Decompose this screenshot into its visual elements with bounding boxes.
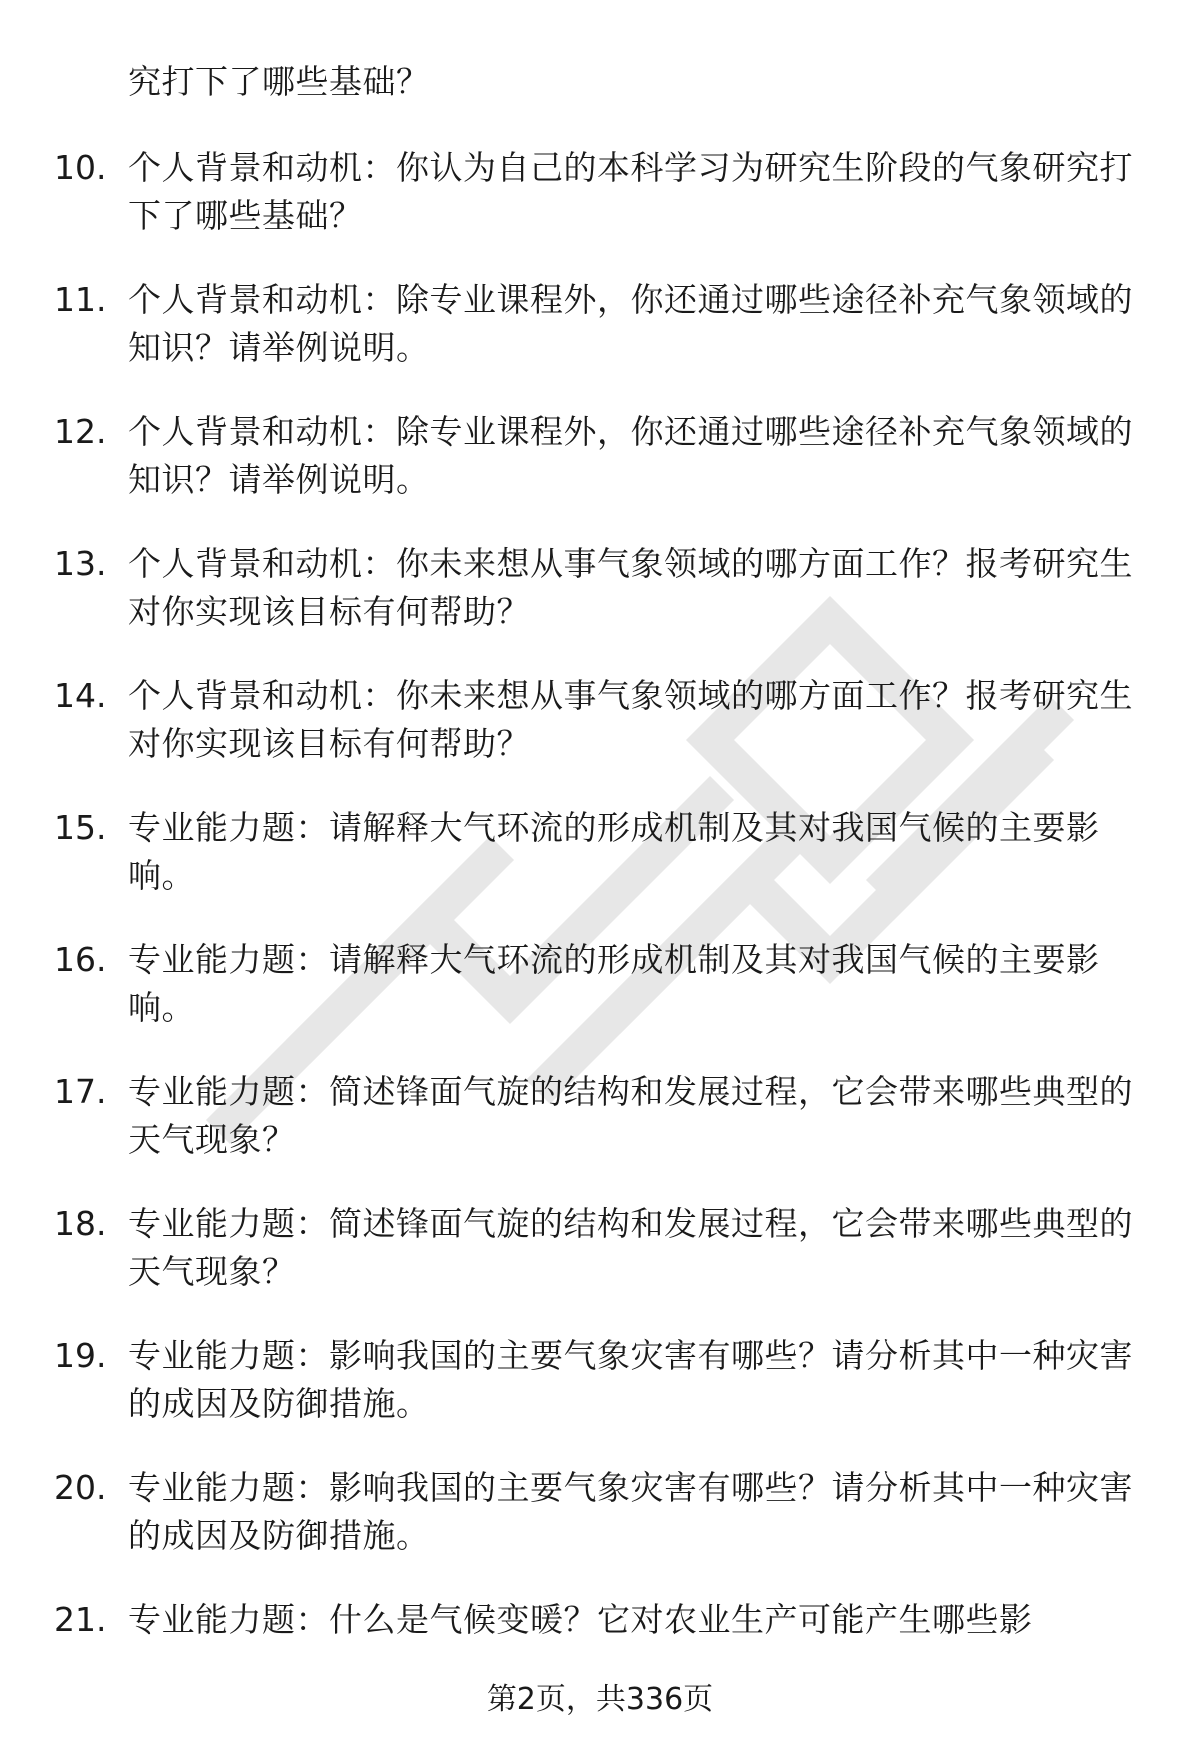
list-item [0, 276, 1200, 408]
question-text: 个人背景和动机：你未来想从事气象领域的哪方面工作？报考研究生对你实现该目标有何帮助？ [128, 544, 1133, 631]
continuation-text: 究打下了哪些基础？ [128, 62, 430, 101]
question-text: 专业能力题：影响我国的主要气象灾害有哪些？请分析其中一种灾害的成因及防御措施。 [128, 1336, 1133, 1423]
question-number: 20. [54, 1468, 107, 1507]
question-list [0, 144, 1200, 1728]
question-number: 21. [54, 1600, 107, 1639]
question-text: 专业能力题：简述锋面气旋的结构和发展过程，它会带来哪些典型的天气现象？ [128, 1204, 1133, 1291]
question-number: 13. [54, 544, 107, 583]
list-item [0, 804, 1200, 936]
list-item [0, 1464, 1200, 1596]
question-text: 专业能力题：影响我国的主要气象灾害有哪些？请分析其中一种灾害的成因及防御措施。 [128, 1468, 1133, 1555]
list-item [0, 1068, 1200, 1200]
question-number: 11. [54, 280, 107, 319]
list-item [0, 1332, 1200, 1464]
list-item [0, 540, 1200, 672]
question-text: 专业能力题：简述锋面气旋的结构和发展过程，它会带来哪些典型的天气现象？ [128, 1072, 1133, 1159]
question-text: 专业能力题：什么是气候变暖？它对农业生产可能产生哪些影 [128, 1600, 1033, 1639]
question-number: 10. [54, 148, 107, 187]
question-number: 12. [54, 412, 107, 451]
question-number: 16. [54, 940, 107, 979]
question-text: 个人背景和动机：除专业课程外，你还通过哪些途径补充气象领域的知识？请举例说明。 [128, 280, 1133, 367]
question-text: 个人背景和动机：除专业课程外，你还通过哪些途径补充气象领域的知识？请举例说明。 [128, 412, 1133, 499]
list-item [0, 672, 1200, 804]
question-number: 19. [54, 1336, 107, 1375]
question-number: 17. [54, 1072, 107, 1111]
question-number: 14. [54, 676, 107, 715]
list-item [0, 408, 1200, 540]
list-item [0, 1200, 1200, 1332]
question-text: 专业能力题：请解释大气环流的形成机制及其对我国气候的主要影响。 [128, 940, 1100, 1027]
question-text: 专业能力题：请解释大气环流的形成机制及其对我国气候的主要影响。 [128, 808, 1100, 895]
question-number: 15. [54, 808, 107, 847]
question-text: 个人背景和动机：你认为自己的本科学习为研究生阶段的气象研究打下了哪些基础？ [128, 148, 1133, 235]
list-item [0, 144, 1200, 276]
question-number: 18. [54, 1204, 107, 1243]
question-text: 个人背景和动机：你未来想从事气象领域的哪方面工作？报考研究生对你实现该目标有何帮助？ [128, 676, 1133, 763]
list-item [0, 936, 1200, 1068]
page-footer: 第2页，共336页 [486, 1682, 714, 1717]
